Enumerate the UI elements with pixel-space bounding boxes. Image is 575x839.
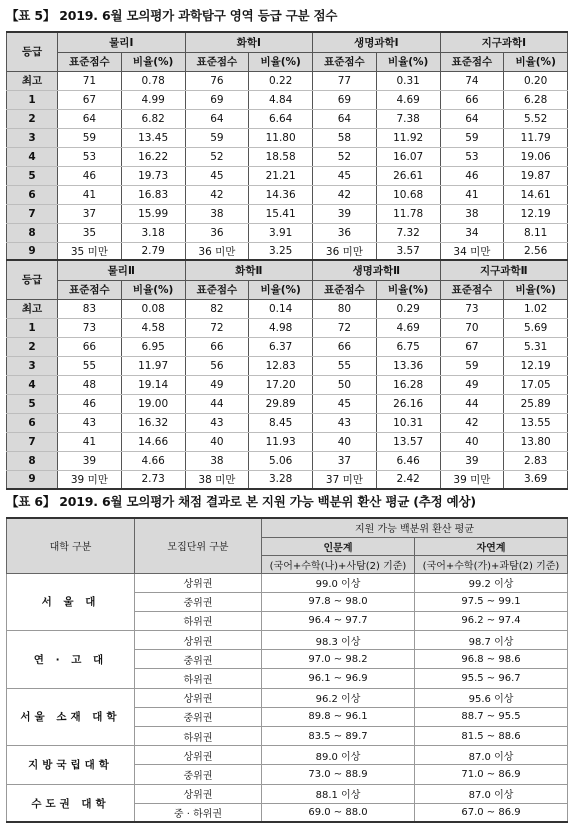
- ratio-cell: 14.66: [121, 432, 185, 451]
- ratio-cell: 4.99: [121, 90, 185, 109]
- std-score-cell: 41: [58, 185, 122, 204]
- std-score-cell: 55: [313, 356, 377, 375]
- ratio-cell: 0.29: [376, 299, 440, 318]
- ratio-cell: 3.18: [121, 223, 185, 242]
- table-row: [7, 432, 568, 451]
- ratio-cell: 6.64: [249, 109, 313, 128]
- subject-header: 물리Ⅱ: [58, 260, 186, 280]
- grade-cell: 5: [7, 166, 58, 185]
- ratio-cell: 19.87: [504, 166, 568, 185]
- grade-cell: 3: [7, 128, 58, 147]
- humanities-cell: 83.5 ~ 89.7: [262, 727, 415, 746]
- natural-cell: 71.0 ~ 86.9: [415, 765, 568, 784]
- header-row-fields: [7, 52, 568, 71]
- std-score-cell: 48: [58, 375, 122, 394]
- std-score-cell: 56: [185, 356, 249, 375]
- grade-cell: 최고: [7, 71, 58, 90]
- ratio-header: 비율(%): [504, 280, 568, 299]
- std-score-cell: 37: [58, 204, 122, 223]
- ratio-cell: 11.97: [121, 356, 185, 375]
- table-row: [7, 204, 568, 223]
- std-score-cell: 43: [185, 413, 249, 432]
- table-row: [7, 223, 568, 242]
- std-score-cell: 73: [440, 299, 504, 318]
- ratio-cell: 5.31: [504, 337, 568, 356]
- natural-cell: 81.5 ~ 88.6: [415, 727, 568, 746]
- std-score-cell: 38 미만: [185, 470, 249, 489]
- std-score-cell: 49: [185, 375, 249, 394]
- std-score-cell: 52: [185, 147, 249, 166]
- humanities-header: 인문계: [262, 537, 415, 555]
- ratio-cell: 19.14: [121, 375, 185, 394]
- ratio-cell: 29.89: [249, 394, 313, 413]
- ratio-cell: 7.38: [376, 109, 440, 128]
- univ-header: 대학 구분: [7, 518, 135, 573]
- std-score-header: 표준점수: [185, 280, 249, 299]
- subject-header: 화학Ⅰ: [185, 32, 313, 52]
- table-row: [7, 573, 568, 592]
- humanities-cell: 96.4 ~ 97.7: [262, 611, 415, 630]
- grade-cell: 6: [7, 185, 58, 204]
- humanities-cell: 97.8 ~ 98.0: [262, 592, 415, 611]
- grade-cell: 8: [7, 223, 58, 242]
- std-score-header: 표준점수: [313, 280, 377, 299]
- ratio-cell: 13.80: [504, 432, 568, 451]
- table-row: [7, 470, 568, 489]
- std-score-cell: 42: [185, 185, 249, 204]
- humanities-cell: 96.2 이상: [262, 688, 415, 707]
- ratio-cell: 10.68: [376, 185, 440, 204]
- std-score-cell: 36 미만: [313, 242, 377, 261]
- unit-cell: 중위권: [135, 765, 262, 784]
- std-score-cell: 74: [440, 71, 504, 90]
- ratio-cell: 26.61: [376, 166, 440, 185]
- table7-caption: 【표 6】 2019. 6월 모의평가 채점 결과로 본 지원 가능 백분위 환산 평균 (추정 예상): [6, 494, 476, 509]
- std-score-cell: 64: [185, 109, 249, 128]
- unit-cell: 중 · 하위권: [135, 803, 262, 822]
- grade-cell: 2: [7, 337, 58, 356]
- ratio-cell: 8.11: [504, 223, 568, 242]
- std-score-cell: 35: [58, 223, 122, 242]
- ratio-cell: 19.06: [504, 147, 568, 166]
- humanities-cell: 99.0 이상: [262, 573, 415, 592]
- std-score-cell: 59: [185, 128, 249, 147]
- std-score-header: 표준점수: [185, 52, 249, 71]
- ratio-cell: 18.58: [249, 147, 313, 166]
- ratio-cell: 5.69: [504, 318, 568, 337]
- grade-cell: 1: [7, 318, 58, 337]
- humanities-cell: 89.0 이상: [262, 746, 415, 765]
- ratio-cell: 13.55: [504, 413, 568, 432]
- ratio-cell: 1.02: [504, 299, 568, 318]
- univ-cell: 연 · 고 대: [7, 631, 135, 689]
- ratio-cell: 2.79: [121, 242, 185, 261]
- ratio-cell: 2.73: [121, 470, 185, 489]
- ratio-cell: 17.20: [249, 375, 313, 394]
- grade-cell: 4: [7, 375, 58, 394]
- ratio-cell: 4.69: [376, 90, 440, 109]
- unit-cell: 하위권: [135, 727, 262, 746]
- ratio-cell: 11.93: [249, 432, 313, 451]
- std-score-cell: 55: [58, 356, 122, 375]
- table-row: [7, 147, 568, 166]
- ratio-cell: 8.45: [249, 413, 313, 432]
- std-score-cell: 44: [440, 394, 504, 413]
- ratio-cell: 4.58: [121, 318, 185, 337]
- std-score-cell: 41: [58, 432, 122, 451]
- humanities-cell: 88.1 이상: [262, 784, 415, 803]
- univ-cell: 지방국립대학: [7, 746, 135, 784]
- subject-header: 지구과학Ⅱ: [440, 260, 568, 280]
- table-row: [7, 451, 568, 470]
- ratio-cell: 15.99: [121, 204, 185, 223]
- table-row: [7, 90, 568, 109]
- std-score-cell: 40: [440, 432, 504, 451]
- header-row-1: [7, 518, 568, 537]
- grade-cell: 1: [7, 90, 58, 109]
- ratio-cell: 3.28: [249, 470, 313, 489]
- std-score-cell: 77: [313, 71, 377, 90]
- grade-cell: 5: [7, 394, 58, 413]
- natural-cell: 88.7 ~ 95.5: [415, 707, 568, 726]
- unit-cell: 상위권: [135, 688, 262, 707]
- std-score-cell: 50: [313, 375, 377, 394]
- ratio-cell: 0.31: [376, 71, 440, 90]
- univ-cell: 수도권 대학: [7, 784, 135, 822]
- ratio-cell: 10.31: [376, 413, 440, 432]
- std-score-cell: 69: [313, 90, 377, 109]
- ratio-cell: 14.36: [249, 185, 313, 204]
- ratio-cell: 11.79: [504, 128, 568, 147]
- univ-cell: 서 울 대: [7, 573, 135, 631]
- natural-basis: (국어+수학(가)+과탐(2) 기준): [415, 555, 568, 573]
- std-score-cell: 34 미만: [440, 242, 504, 261]
- std-score-cell: 40: [313, 432, 377, 451]
- ratio-cell: 19.00: [121, 394, 185, 413]
- std-score-cell: 70: [440, 318, 504, 337]
- table-row: [7, 413, 568, 432]
- natural-header: 자연계: [415, 537, 568, 555]
- table-row: [7, 631, 568, 650]
- std-score-header: 표준점수: [440, 280, 504, 299]
- ratio-cell: 21.21: [249, 166, 313, 185]
- natural-cell: 87.0 이상: [415, 746, 568, 765]
- std-score-cell: 44: [185, 394, 249, 413]
- grade-cell: 9: [7, 470, 58, 489]
- unit-cell: 상위권: [135, 631, 262, 650]
- std-score-cell: 82: [185, 299, 249, 318]
- ratio-header: 비율(%): [121, 52, 185, 71]
- ratio-cell: 3.57: [376, 242, 440, 261]
- natural-cell: 67.0 ~ 86.9: [415, 803, 568, 822]
- std-score-cell: 64: [58, 109, 122, 128]
- table-row: [7, 356, 568, 375]
- ratio-cell: 6.82: [121, 109, 185, 128]
- ratio-cell: 6.75: [376, 337, 440, 356]
- ratio-cell: 5.52: [504, 109, 568, 128]
- table5-caption: 【표 5】 2019. 6월 모의평가 과학탐구 영역 등급 구분 점수: [6, 8, 338, 23]
- grade-cell: 4: [7, 147, 58, 166]
- grade-header: 등급: [7, 32, 58, 71]
- grade-cell: 8: [7, 451, 58, 470]
- table-row: [7, 71, 568, 90]
- std-score-cell: 39: [440, 451, 504, 470]
- ratio-cell: 16.83: [121, 185, 185, 204]
- ratio-cell: 16.32: [121, 413, 185, 432]
- std-score-cell: 46: [58, 394, 122, 413]
- std-score-cell: 37: [313, 451, 377, 470]
- unit-cell: 상위권: [135, 573, 262, 592]
- ratio-cell: 4.98: [249, 318, 313, 337]
- std-score-cell: 36: [185, 223, 249, 242]
- grade-cell: 7: [7, 204, 58, 223]
- ratio-cell: 7.32: [376, 223, 440, 242]
- std-score-cell: 43: [58, 413, 122, 432]
- humanities-cell: 98.3 이상: [262, 631, 415, 650]
- ratio-cell: 4.69: [376, 318, 440, 337]
- std-score-cell: 39 미만: [440, 470, 504, 489]
- std-score-cell: 42: [440, 413, 504, 432]
- ratio-cell: 14.61: [504, 185, 568, 204]
- humanities-cell: 73.0 ~ 88.9: [262, 765, 415, 784]
- natural-cell: 87.0 이상: [415, 784, 568, 803]
- unit-cell: 하위권: [135, 611, 262, 630]
- humanities-basis: (국어+수학(나)+사탐(2) 기준): [262, 555, 415, 573]
- ratio-cell: 13.36: [376, 356, 440, 375]
- ratio-cell: 6.46: [376, 451, 440, 470]
- std-score-cell: 58: [313, 128, 377, 147]
- ratio-cell: 0.20: [504, 71, 568, 90]
- std-score-cell: 39: [313, 204, 377, 223]
- unit-cell: 중위권: [135, 707, 262, 726]
- std-score-cell: 35 미만: [58, 242, 122, 261]
- std-score-cell: 38: [185, 451, 249, 470]
- std-score-cell: 64: [313, 109, 377, 128]
- grade-cell: 2: [7, 109, 58, 128]
- ratio-header: 비율(%): [121, 280, 185, 299]
- natural-cell: 99.2 이상: [415, 573, 568, 592]
- std-score-cell: 76: [185, 71, 249, 90]
- ratio-cell: 3.69: [504, 470, 568, 489]
- humanities-cell: 69.0 ~ 88.0: [262, 803, 415, 822]
- unit-cell: 하위권: [135, 669, 262, 688]
- grade-cell: 최고: [7, 299, 58, 318]
- header-row-subjects: [7, 260, 568, 280]
- table-row: [7, 688, 568, 707]
- ratio-header: 비율(%): [376, 280, 440, 299]
- table-row: [7, 299, 568, 318]
- ratio-cell: 25.89: [504, 394, 568, 413]
- ratio-cell: 2.42: [376, 470, 440, 489]
- humanities-cell: 97.0 ~ 98.2: [262, 650, 415, 669]
- std-score-header: 표준점수: [58, 280, 122, 299]
- std-score-cell: 38: [185, 204, 249, 223]
- table-row: [7, 128, 568, 147]
- natural-cell: 96.8 ~ 98.6: [415, 650, 568, 669]
- std-score-cell: 66: [440, 90, 504, 109]
- std-score-cell: 36: [313, 223, 377, 242]
- grade-cell: 9: [7, 242, 58, 261]
- std-score-cell: 39: [58, 451, 122, 470]
- std-score-cell: 66: [185, 337, 249, 356]
- ratio-cell: 16.22: [121, 147, 185, 166]
- ratio-cell: 16.28: [376, 375, 440, 394]
- table-row: [7, 746, 568, 765]
- natural-cell: 95.6 이상: [415, 688, 568, 707]
- std-score-cell: 34: [440, 223, 504, 242]
- grade-table-2: [6, 259, 568, 490]
- std-score-cell: 41: [440, 185, 504, 204]
- grade-cell: 3: [7, 356, 58, 375]
- std-score-cell: 46: [58, 166, 122, 185]
- ratio-cell: 3.25: [249, 242, 313, 261]
- grade-cell: 7: [7, 432, 58, 451]
- natural-cell: 95.5 ~ 96.7: [415, 669, 568, 688]
- unit-cell: 상위권: [135, 746, 262, 765]
- ratio-cell: 12.83: [249, 356, 313, 375]
- std-score-cell: 80: [313, 299, 377, 318]
- std-score-cell: 36 미만: [185, 242, 249, 261]
- std-score-cell: 72: [185, 318, 249, 337]
- std-score-cell: 52: [313, 147, 377, 166]
- ratio-cell: 0.14: [249, 299, 313, 318]
- table-row: [7, 109, 568, 128]
- table-row: [7, 784, 568, 803]
- std-score-cell: 66: [313, 337, 377, 356]
- ratio-cell: 13.57: [376, 432, 440, 451]
- std-score-cell: 40: [185, 432, 249, 451]
- std-score-cell: 42: [313, 185, 377, 204]
- unit-cell: 중위권: [135, 650, 262, 669]
- std-score-header: 표준점수: [58, 52, 122, 71]
- table-row: [7, 185, 568, 204]
- table-row: [7, 337, 568, 356]
- std-score-cell: 67: [58, 90, 122, 109]
- subject-header: 물리Ⅰ: [58, 32, 186, 52]
- std-score-cell: 37 미만: [313, 470, 377, 489]
- std-score-header: 표준점수: [313, 52, 377, 71]
- ratio-cell: 11.92: [376, 128, 440, 147]
- subject-header: 생명과학Ⅱ: [313, 260, 441, 280]
- std-score-cell: 83: [58, 299, 122, 318]
- ratio-cell: 0.22: [249, 71, 313, 90]
- std-score-cell: 72: [313, 318, 377, 337]
- table-row: [7, 318, 568, 337]
- ratio-cell: 11.78: [376, 204, 440, 223]
- std-score-cell: 39 미만: [58, 470, 122, 489]
- ratio-cell: 6.28: [504, 90, 568, 109]
- std-score-cell: 73: [58, 318, 122, 337]
- ratio-cell: 4.84: [249, 90, 313, 109]
- ratio-cell: 17.05: [504, 375, 568, 394]
- univ-cell: 서울 소재 대학: [7, 688, 135, 746]
- natural-cell: 97.5 ~ 99.1: [415, 592, 568, 611]
- ratio-cell: 11.80: [249, 128, 313, 147]
- ratio-cell: 19.73: [121, 166, 185, 185]
- unit-cell: 상위권: [135, 784, 262, 803]
- ratio-header: 비율(%): [249, 280, 313, 299]
- header-row-subjects: [7, 32, 568, 52]
- ratio-header: 비율(%): [504, 52, 568, 71]
- ratio-cell: 12.19: [504, 356, 568, 375]
- std-score-cell: 64: [440, 109, 504, 128]
- ratio-cell: 0.78: [121, 71, 185, 90]
- std-score-cell: 71: [58, 71, 122, 90]
- std-score-cell: 45: [313, 394, 377, 413]
- ratio-cell: 2.83: [504, 451, 568, 470]
- natural-cell: 98.7 이상: [415, 631, 568, 650]
- ratio-cell: 13.45: [121, 128, 185, 147]
- percentile-table: [6, 517, 568, 823]
- ratio-cell: 6.37: [249, 337, 313, 356]
- std-score-cell: 49: [440, 375, 504, 394]
- ratio-header: 비율(%): [249, 52, 313, 71]
- natural-cell: 96.2 ~ 97.4: [415, 611, 568, 630]
- grade-table-1: [6, 31, 568, 262]
- subject-header: 생명과학Ⅰ: [313, 32, 441, 52]
- std-score-cell: 66: [58, 337, 122, 356]
- humanities-cell: 96.1 ~ 96.9: [262, 669, 415, 688]
- std-score-cell: 59: [58, 128, 122, 147]
- ratio-cell: 5.06: [249, 451, 313, 470]
- std-score-cell: 38: [440, 204, 504, 223]
- std-score-cell: 59: [440, 356, 504, 375]
- ratio-header: 비율(%): [376, 52, 440, 71]
- std-score-cell: 45: [185, 166, 249, 185]
- std-score-cell: 45: [313, 166, 377, 185]
- ratio-cell: 0.08: [121, 299, 185, 318]
- subject-header: 화학Ⅱ: [185, 260, 313, 280]
- ratio-cell: 4.66: [121, 451, 185, 470]
- std-score-cell: 43: [313, 413, 377, 432]
- header-row-fields: [7, 280, 568, 299]
- ratio-cell: 26.16: [376, 394, 440, 413]
- std-score-cell: 67: [440, 337, 504, 356]
- subject-header: 지구과학Ⅰ: [440, 32, 568, 52]
- std-score-cell: 59: [440, 128, 504, 147]
- ratio-cell: 6.95: [121, 337, 185, 356]
- table-row: [7, 375, 568, 394]
- ratio-cell: 15.41: [249, 204, 313, 223]
- unit-cell: 중위권: [135, 592, 262, 611]
- table-row: [7, 166, 568, 185]
- unit-header: 모집단위 구분: [135, 518, 262, 573]
- ratio-cell: 2.56: [504, 242, 568, 261]
- grade-cell: 6: [7, 413, 58, 432]
- std-score-cell: 69: [185, 90, 249, 109]
- std-score-cell: 53: [440, 147, 504, 166]
- std-score-cell: 53: [58, 147, 122, 166]
- std-score-cell: 46: [440, 166, 504, 185]
- ratio-cell: 16.07: [376, 147, 440, 166]
- group-header: 지원 가능 백분위 환산 평균: [262, 518, 568, 537]
- std-score-header: 표준점수: [440, 52, 504, 71]
- humanities-cell: 89.8 ~ 96.1: [262, 707, 415, 726]
- ratio-cell: 12.19: [504, 204, 568, 223]
- grade-header: 등급: [7, 260, 58, 299]
- ratio-cell: 3.91: [249, 223, 313, 242]
- table-row: [7, 394, 568, 413]
